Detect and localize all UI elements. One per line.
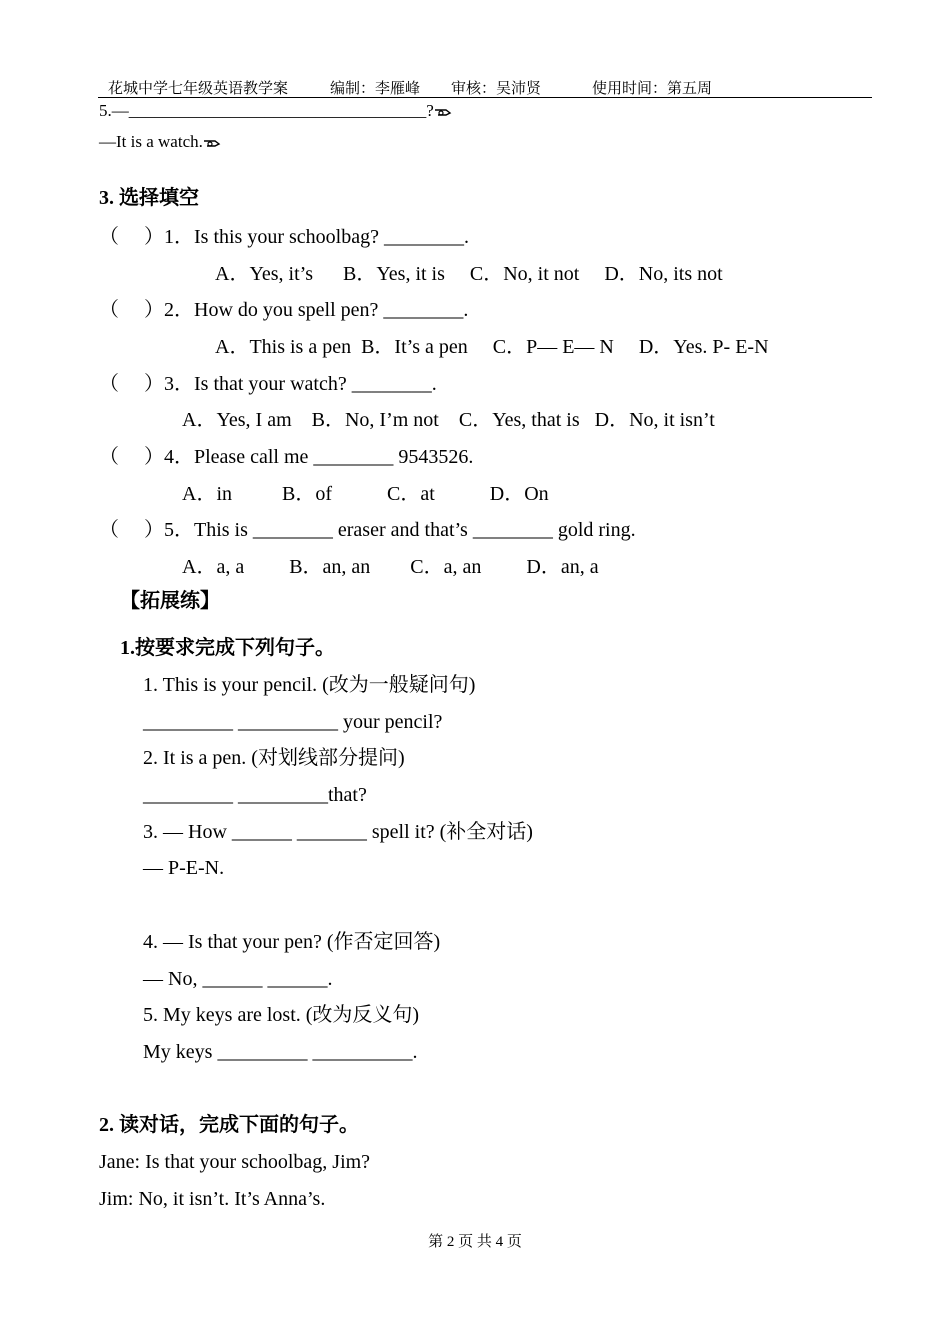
header-school: 花城中学七年级英语教学案 bbox=[108, 81, 289, 97]
header-time: 使用时间：第五周 bbox=[592, 81, 713, 97]
mc-question-5: （ ）5．This is ________ eraser and that’s ________ gold ring. bbox=[99, 519, 636, 541]
exercise-line: 5. My keys are lost. (改为反义句) bbox=[143, 1004, 420, 1026]
exercise-line: — P-E-N. bbox=[143, 857, 225, 879]
mc-question-4: （ ）4．Please call me ________ 9543526. bbox=[99, 446, 474, 468]
mc-question-2: （ ）2．How do you spell pen? ________. bbox=[99, 299, 469, 321]
mc-options-4: A．in B．of C．at D．On bbox=[182, 483, 549, 505]
mc-question-1: （ ）1．Is this your schoolbag? ________. bbox=[99, 226, 469, 248]
exercise-line: 3. — How ______ _______ spell it? (补全对话) bbox=[143, 821, 533, 843]
dialogue-line: Jim: No, it isn’t. It’s Anna’s. bbox=[99, 1188, 326, 1210]
header-editor: 编制：李雁峰 bbox=[330, 81, 421, 97]
mc-options-3: A．Yes, I am B．No, I’m not C．Yes, that is D．No, it isn’t bbox=[182, 409, 715, 431]
q5-line: 5.—___________________________________? bbox=[99, 99, 452, 123]
mc-options-1: A．Yes, it’s B．Yes, it is C．No, it not D．No, its not bbox=[215, 263, 723, 285]
mc-options-2: A．This is a pen B．It’s a pen C．P— E— N D．Yes. P- E-N bbox=[215, 336, 769, 358]
pen-icon bbox=[434, 107, 452, 117]
exercise-line: — No, ______ ______. bbox=[143, 968, 333, 990]
mc-question-3: （ ）3．Is that your watch? ________. bbox=[99, 373, 437, 395]
mc-options-5: A．a, a B．an, an C．a, an D．an, a bbox=[182, 556, 599, 578]
exercise-line: 2. It is a pen. (对划线部分提问) bbox=[143, 747, 405, 769]
header-reviewer: 审核：吴沛贤 bbox=[451, 81, 542, 97]
exercise-line: _________ _________that? bbox=[143, 784, 367, 806]
dialogue-line: Jane: Is that your schoolbag, Jim? bbox=[99, 1151, 371, 1173]
exercise-line: 4. — Is that your pen? (作否定回答) bbox=[143, 931, 441, 953]
exercise-line: 1. This is your pencil. (改为一般疑问句) bbox=[143, 674, 476, 696]
part1-title: 1.按要求完成下列句子。 bbox=[120, 637, 335, 659]
page-header bbox=[98, 77, 872, 98]
section3-title: 3. 选择填空 bbox=[99, 187, 199, 209]
extension-title: 【拓展练】 bbox=[120, 590, 220, 612]
exercise-line: _________ __________ your pencil? bbox=[143, 711, 443, 733]
page-footer: 第 2 页 共 4 页 bbox=[428, 1234, 522, 1250]
part2-title: 2. 读对话，完成下面的句子。 bbox=[99, 1114, 359, 1136]
exercise-line: My keys _________ __________. bbox=[143, 1041, 418, 1063]
q5-answer: —It is a watch. bbox=[99, 130, 221, 154]
pen-icon bbox=[203, 138, 221, 148]
